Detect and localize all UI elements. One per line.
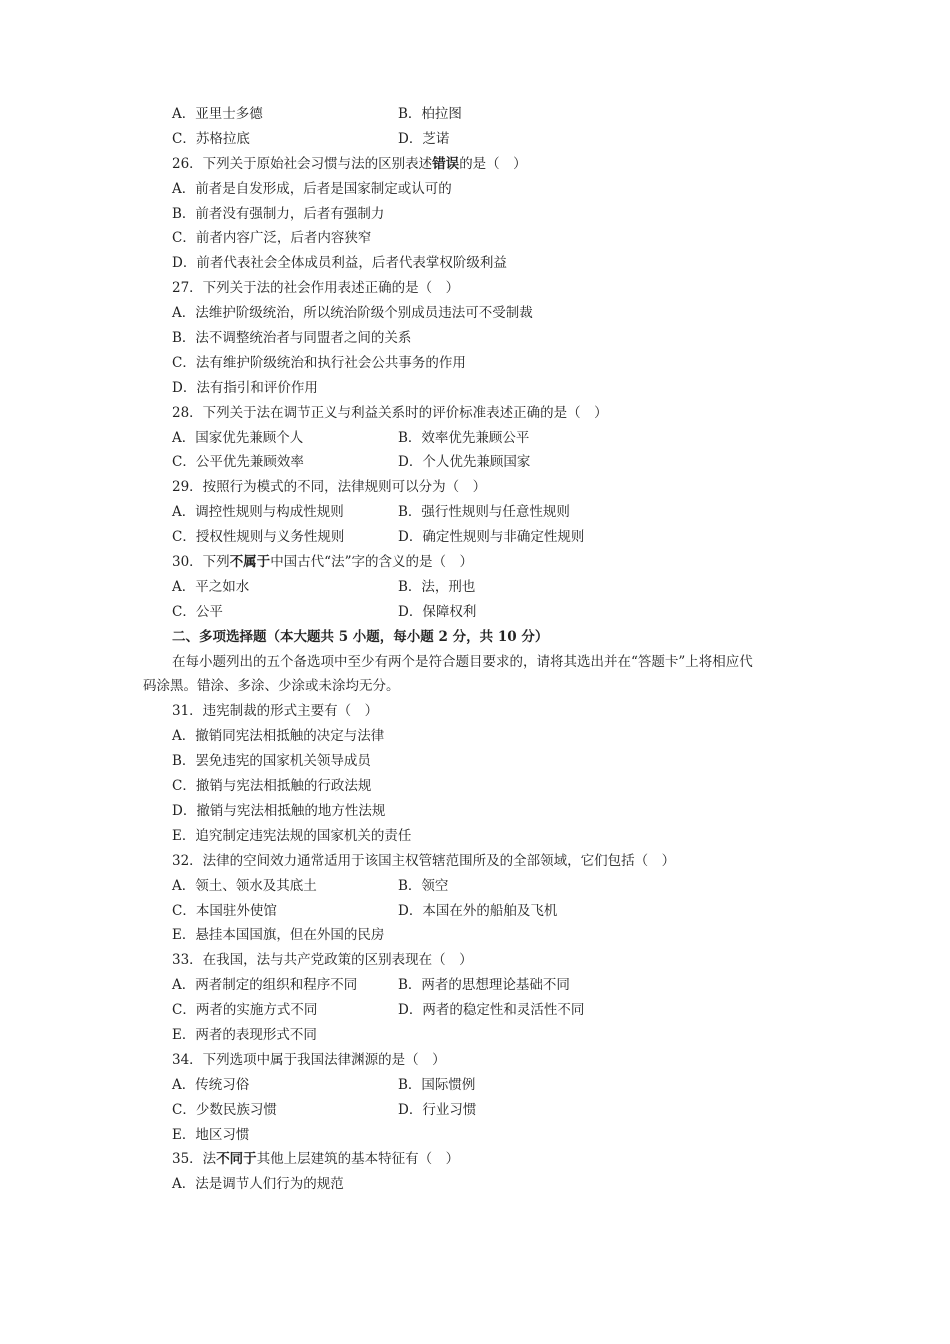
q30-stem — [0, 550, 950, 575]
q34-option-e: E．地区习惯 — [172, 1126, 250, 1143]
q30-stem-emphasis: 不属于 — [229, 554, 271, 571]
q27-stem: 27．下列关于法的社会作用表述正确的是（ ） — [172, 280, 460, 297]
q31-stem: 31．违宪制裁的形式主要有（ ） — [172, 703, 379, 720]
q26-stem-emphasis: 错误 — [432, 155, 460, 172]
q33-option-d: D．两者的稳定性和灵活性不同 — [398, 1002, 585, 1019]
q27-option-a: A．法维护阶级统治，所以统治阶级个别成员违法可不受制裁 — [172, 305, 533, 322]
q29-stem: 29．按照行为模式的不同，法律规则可以分为（ ） — [172, 479, 487, 496]
q26-stem-pre: 26．下列关于原始社会习惯与法的区别表述 — [172, 155, 433, 172]
q34-stem: 34．下列选项中属于我国法律渊源的是（ ） — [172, 1051, 446, 1068]
q33-option-e: E．两者的表现形式不同 — [172, 1026, 317, 1043]
q28-option-d: D．个人优先兼顾国家 — [398, 454, 531, 471]
q25-option-c: C．苏格拉底 — [172, 130, 250, 147]
q33-options-row-1 — [0, 973, 950, 998]
q30-options-row-2 — [0, 600, 950, 625]
q29-option-d: D．确定性规则与非确定性规则 — [398, 529, 585, 546]
q31-option-c: C．撤销与宪法相抵触的行政法规 — [172, 778, 372, 795]
q35-stem-pre: 35．法 — [172, 1151, 217, 1168]
q25-option-d: D．芝诺 — [398, 130, 450, 147]
exam-content — [0, 102, 950, 1197]
q28-options-row-2 — [0, 450, 950, 475]
q28-option-c: C．公平优先兼顾效率 — [172, 454, 304, 471]
q32-option-e: E．悬挂本国国旗，但在外国的民房 — [172, 927, 385, 944]
q34-option-c: C．少数民族习惯 — [172, 1101, 277, 1118]
q33-option-a: A．两者制定的组织和程序不同 — [172, 977, 358, 994]
q28-stem: 28．下列关于法在调节正义与利益关系时的评价标准表述正确的是（ ） — [172, 404, 608, 421]
q32-options-row-2 — [0, 899, 950, 924]
q31-option-b: B．罢免违宪的国家机关领导成员 — [172, 753, 371, 770]
q25-option-a: A．亚里士多德 — [172, 106, 263, 122]
q31-option-a: A．撤销同宪法相抵触的决定与法律 — [172, 728, 385, 745]
q26-option-a: A．前者是自发形成，后者是国家制定或认可的 — [172, 180, 452, 197]
q32-options-row-1 — [0, 874, 950, 899]
q35-stem — [0, 1147, 950, 1172]
section-2-instructions-line-2: 码涂黑。错涂、多涂、少涂或未涂均无分。 — [143, 678, 400, 695]
q35-stem-post: 其他上层建筑的基本特征有（ ） — [256, 1151, 460, 1168]
q32-option-d: D．本国在外的船舶及飞机 — [398, 902, 558, 919]
q35-option-a: A．法是调节人们行为的规范 — [172, 1176, 344, 1193]
q31-option-d: D．撤销与宪法相抵触的地方性法规 — [172, 802, 386, 819]
q32-stem: 32．法律的空间效力通常适用于该国主权管辖范围所及的全部领域，它们包括（ ） — [172, 852, 676, 869]
q25-options-row-2 — [0, 127, 950, 152]
q28-options-row-1 — [0, 426, 950, 451]
section-2-heading-text: 二、多项选择题（本大题共 5 小题，每小题 2 分，共 10 分） — [172, 628, 549, 645]
q28-option-a: A．国家优先兼顾个人 — [172, 429, 304, 446]
q26-stem-post: 的是（ ） — [459, 155, 527, 172]
q26-option-d: D．前者代表社会全体成员利益，后者代表掌权阶级利益 — [172, 255, 507, 272]
q32-option-c: C．本国驻外使馆 — [172, 902, 277, 919]
q30-option-d: D．保障权利 — [398, 603, 477, 620]
q27-option-d: D．法有指引和评价作用 — [172, 379, 318, 396]
q27-option-c: C．法有维护阶级统治和执行社会公共事务的作用 — [172, 354, 466, 371]
q34-options-row-2 — [0, 1098, 950, 1123]
q30-stem-pre: 30．下列 — [172, 554, 230, 571]
section-2-instructions-line-1: 在每小题列出的五个备选项中至少有两个是符合题目要求的，请将其选出并在“答题卡”上将相应代 — [172, 653, 753, 670]
q30-option-c: C．公平 — [172, 603, 223, 620]
q29-option-a: A．调控性规则与构成性规则 — [172, 504, 344, 521]
q31-option-e: E．追究制定违宪法规的国家机关的责任 — [172, 827, 412, 844]
q26-stem — [0, 152, 950, 177]
q26-option-c: C．前者内容广泛，后者内容狭窄 — [172, 230, 372, 247]
q27-option-b: B．法不调整统治者与同盟者之间的关系 — [172, 330, 412, 347]
q29-option-c: C．授权性规则与义务性规则 — [172, 529, 345, 546]
q32-option-a: A．领土、领水及其底土 — [172, 877, 317, 894]
q29-options-row-1 — [0, 500, 950, 525]
q30-stem-post: 中国古代“法”字的含义的是（ ） — [270, 554, 473, 571]
q30-option-a: A．平之如水 — [172, 578, 250, 595]
q33-stem: 33．在我国，法与共产党政策的区别表现在（ ） — [172, 952, 473, 969]
q29-options-row-2 — [0, 525, 950, 550]
q25-options-row-1 — [0, 102, 950, 127]
q30-option-b: B．法，刑也 — [398, 578, 476, 595]
q34-option-d: D．行业习惯 — [398, 1101, 477, 1118]
q25-option-b: B．柏拉图 — [398, 106, 462, 122]
q33-options-row-2 — [0, 998, 950, 1023]
q34-option-b: B．国际惯例 — [398, 1076, 476, 1093]
q32-option-b: B．领空 — [398, 877, 449, 894]
q34-option-a: A．传统习俗 — [172, 1076, 250, 1093]
section-2-heading — [0, 625, 950, 650]
q34-options-row-1 — [0, 1073, 950, 1098]
q35-stem-emphasis: 不同于 — [216, 1151, 257, 1168]
q33-option-c: C．两者的实施方式不同 — [172, 1002, 318, 1019]
q28-option-b: B．效率优先兼顾公平 — [398, 429, 530, 446]
q30-options-row-1 — [0, 575, 950, 600]
q33-option-b: B．两者的思想理论基础不同 — [398, 977, 570, 994]
q29-option-b: B．强行性规则与任意性规则 — [398, 504, 570, 521]
q26-option-b: B．前者没有强制力，后者有强制力 — [172, 205, 385, 222]
